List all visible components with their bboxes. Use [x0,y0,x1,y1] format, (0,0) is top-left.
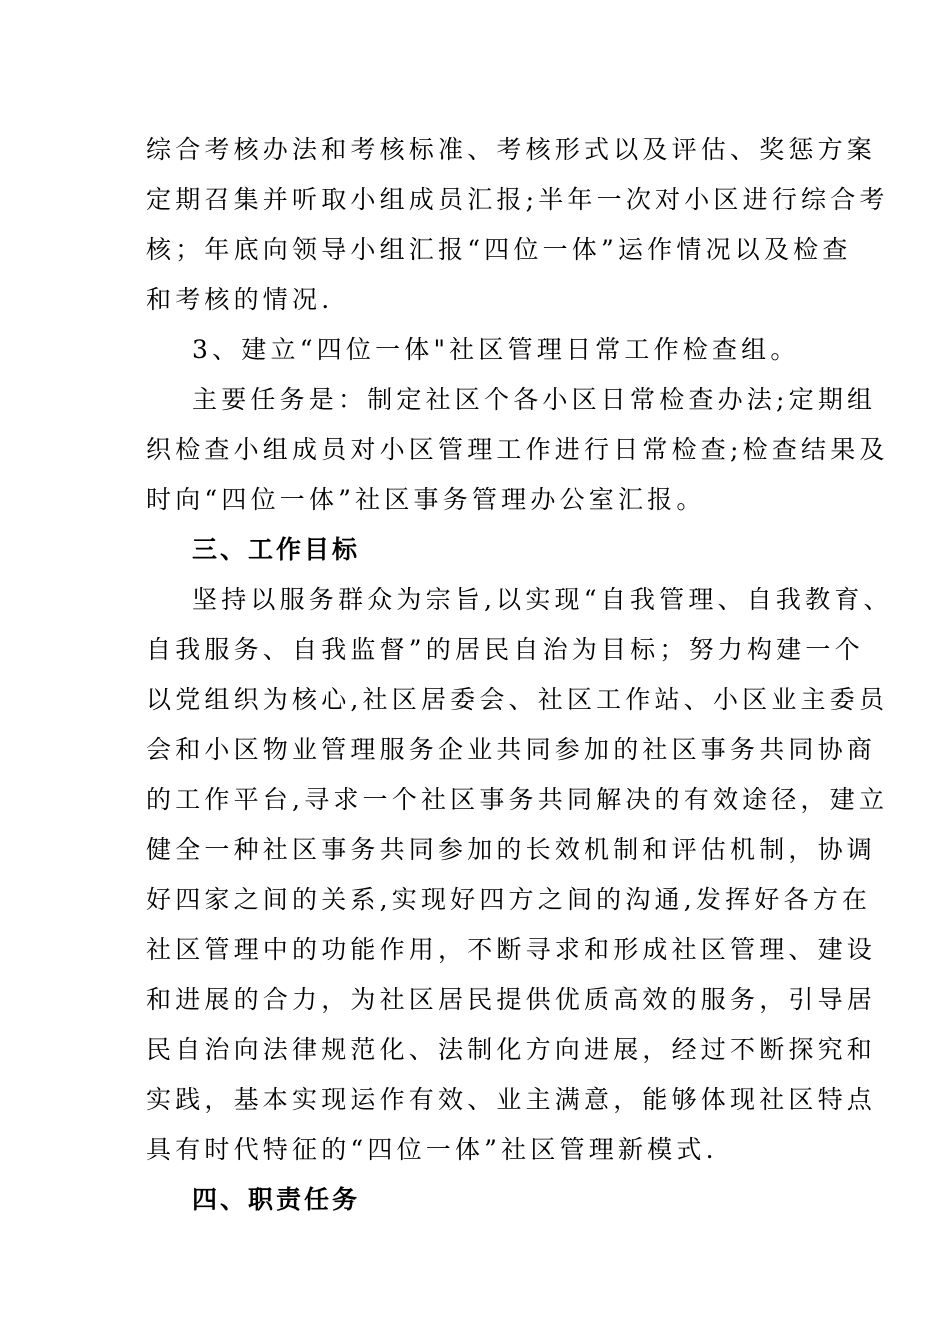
section-heading: 三、工作目标 [192,535,361,564]
body-line: 核；年底向领导小组汇报“四位一体”运作情况以及检查 [146,235,852,264]
body-line: 社区管理中的功能作用，不断寻求和形成社区管理、建设 [146,935,877,964]
body-line: 具有时代特征的“四位一体”社区管理新模式. [146,1135,718,1164]
body-line: 和考核的情况. [146,285,334,314]
body-line: 织检查小组成员对小区管理工作进行日常检查;检查结果及 [146,435,889,464]
body-line: 实践，基本实现运作有效、业主满意，能够体现社区特点 [146,1085,877,1114]
body-line: 和进展的合力，为社区居民提供优质高效的服务，引导居 [146,985,877,1014]
body-line: 健全一种社区事务共同参加的长效机制和评估机制，协调 [146,835,877,864]
section-subheading: 3、建立“四位一体"社区管理日常工作检查组。 [192,335,800,364]
body-line: 好四家之间的关系,实现好四方之间的沟通,发挥好各方在 [146,885,872,914]
section-heading: 四、职责任务 [192,1185,361,1214]
body-line: 坚持以服务群众为宗旨,以实现“自我管理、自我教育、 [192,585,893,614]
body-line: 自我服务、自我监督”的居民自治为目标；努力构建一个 [146,635,864,664]
body-line: 主要任务是：制定社区个各小区日常检查办法;定期组 [192,385,877,414]
body-line: 时向“四位一体”社区事务管理办公室汇报。 [146,485,706,514]
body-line: 定期召集并听取小组成员汇报;半年一次对小区进行综合考 [146,185,889,214]
body-line: 综合考核办法和考核标准、考核形式以及评估、奖惩方案 [146,135,877,164]
body-line: 以党组织为核心,社区居委会、社区工作站、小区业主委员 [146,685,889,714]
body-line: 的工作平台,寻求一个社区事务共同解决的有效途径，建立 [146,785,889,814]
body-line: 民自治向法律规范化、法制化方向进展，经过不断探究和 [146,1035,877,1064]
body-line: 会和小区物业管理服务企业共同参加的社区事务共同协商 [146,735,877,764]
